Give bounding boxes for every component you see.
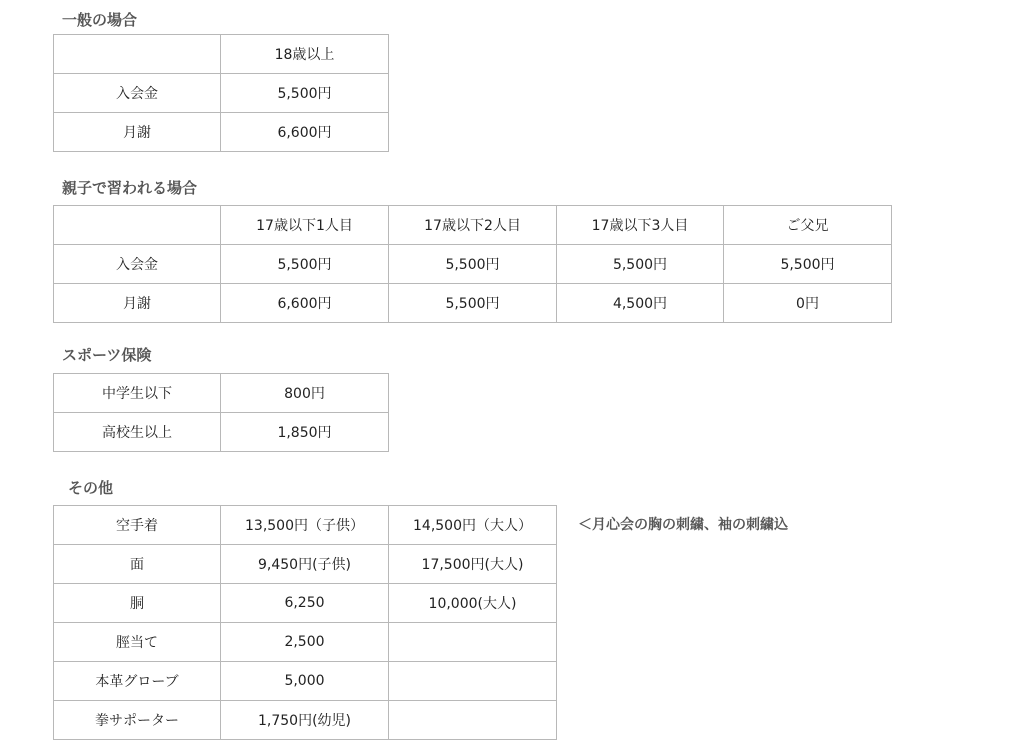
embroidery-note: ＜月心会の胸の刺繍、袖の刺繍込 <box>578 517 788 533</box>
header-cell: 18歳以上 <box>221 35 389 74</box>
insurance-heading: スポーツ保険 <box>62 346 152 364</box>
table-cell: 5,500円 <box>221 74 389 113</box>
table-cell: 17,500円(大人) <box>389 545 557 584</box>
table-cell: 5,500円 <box>557 245 724 284</box>
table-cell: 6,600円 <box>221 113 389 152</box>
table-cell <box>389 701 557 740</box>
table-row <box>54 506 557 545</box>
row-label: 月謝 <box>54 284 221 323</box>
table-row <box>54 545 557 584</box>
row-label: 空手着 <box>54 506 221 545</box>
row-label: 入会金 <box>54 245 221 284</box>
table-row <box>54 374 389 413</box>
table-cell: 5,500円 <box>724 245 892 284</box>
table-cell: 10,000(大人) <box>389 584 557 623</box>
table-row <box>54 413 389 452</box>
table-cell: 14,500円（大人） <box>389 506 557 545</box>
table-row <box>54 701 557 740</box>
row-label: 入会金 <box>54 74 221 113</box>
other-heading: その他 <box>68 479 114 497</box>
row-label: 中学生以下 <box>54 374 221 413</box>
table-row <box>54 284 892 323</box>
row-label: 胴 <box>54 584 221 623</box>
table-cell: 2,500 <box>221 623 389 662</box>
table-cell: 1,750円(幼児) <box>221 701 389 740</box>
table-cell: 5,500円 <box>221 245 389 284</box>
table-cell: 0円 <box>724 284 892 323</box>
table-header-row <box>54 35 389 74</box>
table-cell: 6,250 <box>221 584 389 623</box>
table-row <box>54 245 892 284</box>
row-label: 高校生以上 <box>54 413 221 452</box>
parent-child-heading: 親子で習われる場合 <box>62 179 198 197</box>
table-cell <box>389 662 557 701</box>
header-cell <box>54 206 221 245</box>
header-cell <box>54 35 221 74</box>
table-cell: 5,500円 <box>389 284 557 323</box>
row-label: 拳サポーター <box>54 701 221 740</box>
header-cell: ご父兄 <box>724 206 892 245</box>
insurance-fee-table <box>53 373 389 452</box>
row-label: 脛当て <box>54 623 221 662</box>
table-header-row <box>54 206 892 245</box>
general-heading: 一般の場合 <box>62 11 138 29</box>
table-cell: 9,450円(子供) <box>221 545 389 584</box>
header-cell: 17歳以下3人目 <box>557 206 724 245</box>
table-cell: 5,000 <box>221 662 389 701</box>
header-cell: 17歳以下1人目 <box>221 206 389 245</box>
table-row <box>54 113 389 152</box>
table-cell: 800円 <box>221 374 389 413</box>
table-cell: 6,600円 <box>221 284 389 323</box>
table-cell: 4,500円 <box>557 284 724 323</box>
row-label: 月謝 <box>54 113 221 152</box>
table-row <box>54 584 557 623</box>
header-cell: 17歳以下2人目 <box>389 206 557 245</box>
table-cell: 1,850円 <box>221 413 389 452</box>
table-row <box>54 623 557 662</box>
table-row <box>54 662 557 701</box>
table-cell: 5,500円 <box>389 245 557 284</box>
row-label: 面 <box>54 545 221 584</box>
parent-child-fee-table <box>53 205 892 323</box>
table-row <box>54 74 389 113</box>
table-cell <box>389 623 557 662</box>
general-fee-table <box>53 34 389 152</box>
table-cell: 13,500円（子供） <box>221 506 389 545</box>
other-items-table <box>53 505 557 740</box>
row-label: 本革グローブ <box>54 662 221 701</box>
